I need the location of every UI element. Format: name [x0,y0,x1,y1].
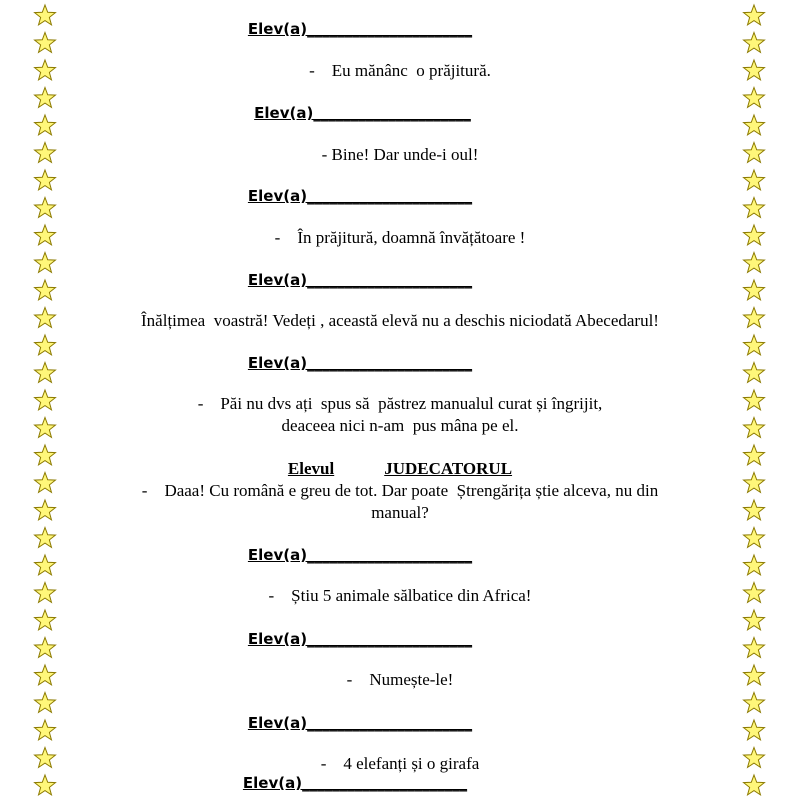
speech-line: - Păi nu dvs ați spus să păstrez manualul curat și îngrijit, [197,394,603,413]
speech-line: Înălțimea voastră! Vedeți , această elevă nu a deschis niciodată Abecedarul! [141,311,659,330]
star-icon [744,610,765,630]
speaker-label: Elev(a)______________________ [247,714,473,732]
speaker-label: Elev(a)______________________ [247,271,473,289]
speaker-label: Elev(a)______________________ [247,20,473,38]
speech-line: - Eu mănânc o prăjitură. [309,61,491,80]
speech-line: deaceea nici n-am pus mâna pe el. [281,416,519,435]
speaker-label: Elev(a)______________________ [247,546,473,564]
speech-line: - Numește-le! [346,670,454,689]
star-icon [744,335,765,355]
speaker-label: Elev(a)______________________ [247,630,473,648]
speech-line: - În prăjitură, doamnă învățătoare ! [274,228,526,247]
speech-line: - Bine! Dar unde-i oul! [321,145,479,164]
star-icon [744,528,765,548]
star-icon [35,693,56,713]
speaker-label: Elev(a)______________________ [242,774,468,792]
star-icon [35,253,56,273]
speech-line: - Știu 5 animale sălbatice din Africa! [268,586,532,605]
star-icon [744,693,765,713]
star-icon [35,335,56,355]
speaker-label: Elev(a)______________________ [247,187,473,205]
star-icon [744,253,765,273]
star-icon [35,528,56,548]
speaker-label: Elev(a)_____________________ [254,104,471,122]
speaker-right-label: JUDECATORUL [384,459,513,478]
speech-line: manual? [371,503,429,522]
speaker-left-label: Elevul [287,459,335,478]
speaker-label: Elev(a)______________________ [247,354,473,372]
star-icon [35,610,56,630]
speech-line: - Daaa! Cu română e greu de tot. Dar poate Ștrengărița știe alceva, nu din [141,481,659,500]
speaker-gap [334,459,384,479]
judge-speaker-line [0,459,800,479]
speech-line: - 4 elefanți și o girafa [320,754,480,773]
